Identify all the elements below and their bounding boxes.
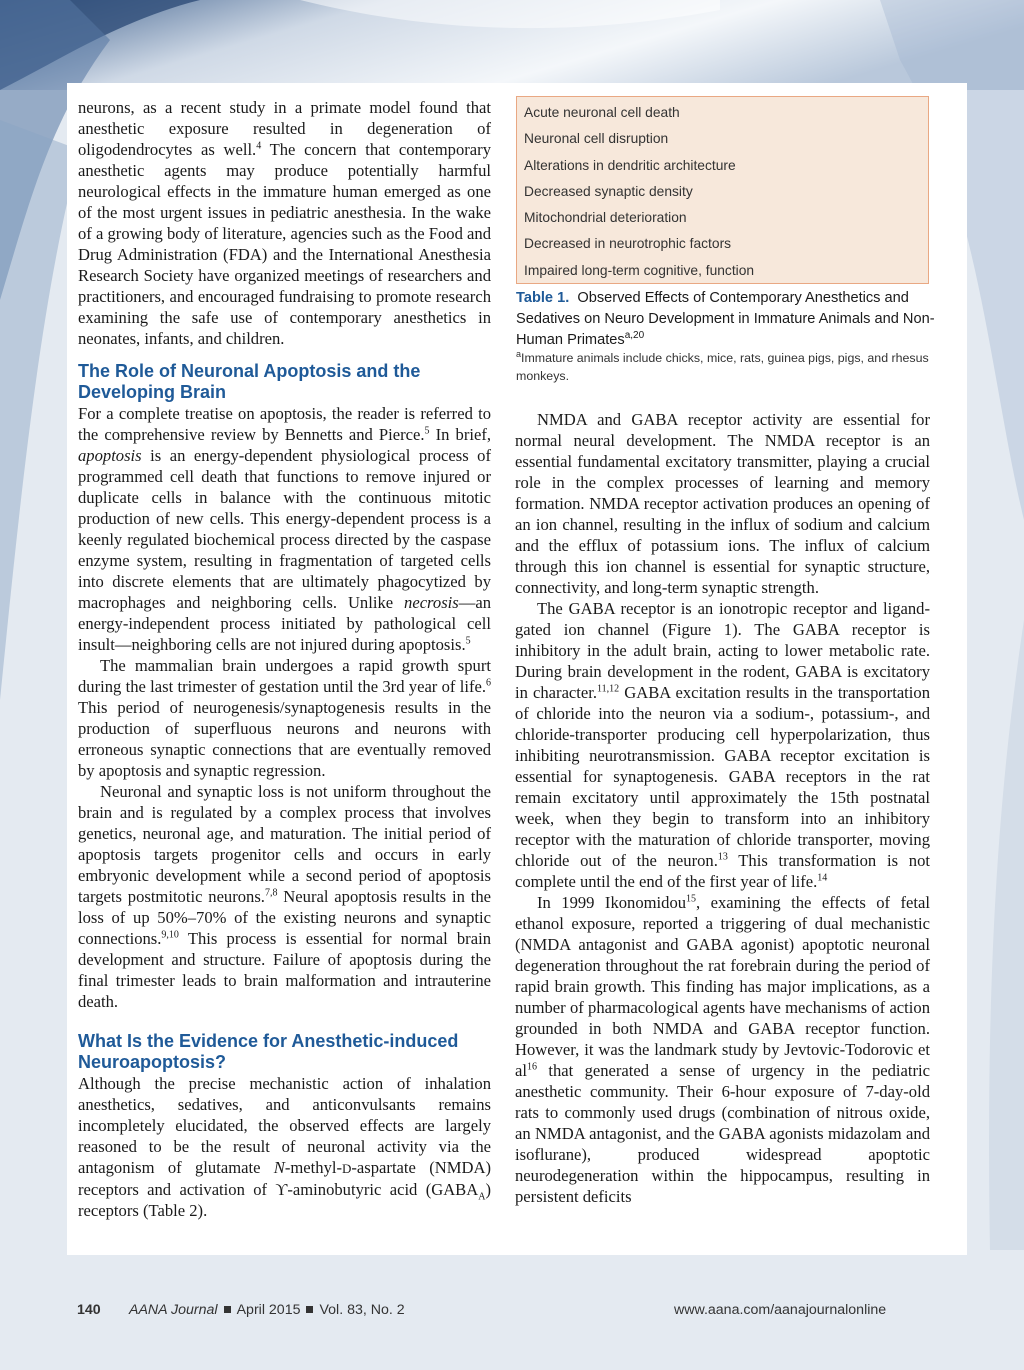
paragraph: Neuronal and synaptic loss is not uniform throughout the brain and is regulated by a complex process that involves genetics, neuronal age, and maturation. The initial period of apoptosis targets progenitor cells and occurs in early embryonic development while a second period of apoptosis targets postmitotic neurons.$^{7,8}$ Neural apoptosis results in the loss of up 50%–70% of the existing neurons and synaptic connections.$^{9,10}$ This process is essential for normal brain development and structure. Failure of apoptosis during the final trimester leads to brain malformation and intrauterine death. [78,782,491,1011]
left-column [78,97,491,1221]
journal-citation: AANA Journal April 2015 Vol. 83, No. 2 [129,1302,405,1318]
paragraph: The mammalian brain undergoes a rapid growth spurt during the last trimester of gestation until the 3rd year of life.$^6$ This period of neurogenesis/synaptogenesis results in the production of superfluous neurons and neurons with erroneous synaptic connections that are eventually removed by apoptosis and synaptic regression. [78,656,491,780]
table-row: Decreased in neurotrophic factors [524,236,732,252]
section-heading-apoptosis: The Role of Neuronal Apoptosis and the Developing Brain [78,361,421,402]
table-row: Acute neuronal cell death [524,105,680,120]
square-bullet-icon [306,1306,313,1313]
table-label: Table 1. [516,290,570,306]
table-row: Neuronal cell disruption [524,131,669,147]
paragraph: neurons, as a recent study in a primate model found that anesthetic exposure resulted in degeneration of oligodendrocytes as well.$^4$ The concern that contemporary anesthetic agents may produce potentially harmful neurological effects in the immature human emerged as one of the most urgent issues in pediatric anesthesia. In the wake of a growing body of literature, agencies such as the Food and Drug Administration (FDA) and the International Anesthesia Research Society have organized meetings of researchers and practitioners, and encouraged fundraising to promote research examining the safe use of contemporary anesthetics in neonates, infants, and children. [78,98,491,348]
table-footnote: $^a$Immature animals include chicks, mice, rats, guinea pigs, pigs, and rhesus monkeys. [516,348,929,383]
page-footer [0,1302,1024,1324]
table-row: Decreased synaptic density [524,183,693,199]
square-bullet-icon [224,1306,231,1313]
right-column [515,409,930,1207]
paragraph: For a complete treatise on apoptosis, the reader is referred to the comprehensive review by Bennetts and Pierce.$^5$ In brief, apoptosis is an energy-dependent physiological process of programmed cell death that functions to remove injured or duplicate cells in balance with the continuous mitotic production of new cells. This energy-dependent process is a keenly regulated biochemical process directed by the caspase enzyme system, resulting in fragmentation of targeted cells into discrete elements that are ultimately phagocytized by macrophages and neighboring cells. Unlike necrosis—an energy-independent process initiated by pathological cell insult—neighboring cells are not injured during apoptosis.$^5$ [78,404,491,654]
section-heading-evidence: What Is the Evidence for Anesthetic-induced Neuroapoptosis? [78,1031,459,1072]
paragraph: Although the precise mechanistic action of inhalation anesthetics, sedatives, and anticonvulsants remains incompletely elucidated, the observed effects are largely reasoned to be the result of neuronal activity via the antagonism of glutamate N-methyl-D-aspartate (NMDA) receptors and activation of ϒ-aminobutyric acid $(GABA_A)$ receptors (Table 2). [78,1074,491,1220]
table-row: Impaired long-term cognitive, function [524,262,755,278]
journal-page [67,83,967,1255]
paragraph: In 1999 Ikonomidou$^{15}$, examining the effects of fetal ethanol exposure, reported a triggering of dual mechanistic (NMDA antagonist and GABA agonist) apoptotic neuronal degeneration throughout the rat forebrain during the period of rapid brain growth. This finding has major implications, as a number of pharmacological agents have mechanisms of action grounded in both NMDA and GABA receptor function. However, it was the landmark study by Jevtovic-Todorovic et $al^{16}$ that generated a sense of urgency in the pediatric anesthetic community. Their 6-hour exposure of 7-day-old rats to commonly used drugs (combination of nitrous oxide, an NMDA antagonist, and the GABA agonists midazolam and isoflurane), produced widespread apoptotic neurodegeneration within the hippocampus, resulting in persistent deficits [515,893,930,1206]
table-caption-text: Observed Effects of Contemporary Anesthetics and Sedatives on Neuro Development in Immature Animals and Non-Human Primates [516,290,935,348]
paragraph: The GABA receptor is an ionotropic receptor and ligand-gated ion channel (Figure 1). The GABA receptor is inhibitory in the adult brain, acting to lower metabolic rate. During brain development in the rodent, GABA is excitatory in character.$^{11,12}$ GABA excitation results in the transportation of chloride into the neuron via a sodium-, potassium-, and chloride-transporter producing cell hyperpolarization, thus inhibiting neurotransmission. GABA receptor excitation is essential for synaptogenesis. GABA receptors in the rat remain excitatory until approximately the 15th postnatal week, when they begin to transform into an inhibitory receptor with the maturation of chloride transporter, moving chloride out of the neuron.$^{13}$ This transformation is not complete until the end of the first year of life.$^{14}$ [515,599,930,891]
journal-url-link[interactable]: www.aana.com/aanajournalonline [674,1302,887,1318]
table-1 [516,96,929,284]
table-caption: Table 1. Observed Effects of Contemporary Anesthetics and Sedatives on Neuro Development in Immature Animals and Non-Human Primates$^{a,20}$ [516,290,935,348]
page-number: 140 [77,1302,101,1318]
table-row: Alterations in dendritic architecture [524,157,736,173]
paragraph: NMDA and GABA receptor activity are essential for normal neural development. The NMDA receptor is an essential fundamental excitatory transmitter, playing a crucial role in the complex processes of learning and memory formation. NMDA receptor activation produces an opening of an ion channel, resulting in the influx of sodium and calcium and the efflux of potassium ions. The influx of calcium through this ion channel is essential for synaptic structure, connectivity, and long-term synaptic strength. [515,410,930,597]
table-row: Mitochondrial deterioration [524,210,687,226]
